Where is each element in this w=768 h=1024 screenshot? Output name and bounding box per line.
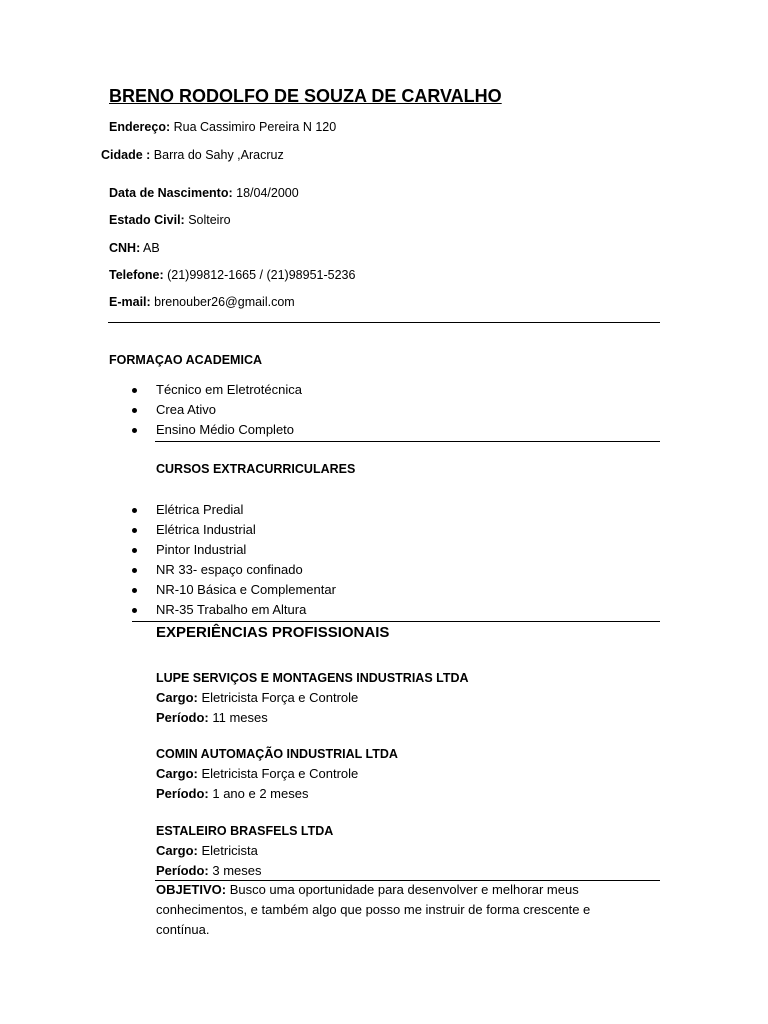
bullet-icon [132, 508, 137, 513]
birth-line [109, 186, 299, 200]
divider-personal [108, 322, 660, 323]
cargo-value: Eletricista Força e Controle [197, 690, 359, 705]
period-label: Período: [156, 863, 209, 878]
list-item: NR-35 Trabalho em Altura [132, 600, 336, 620]
list-item: Técnico em Eletrotécnica [132, 380, 302, 400]
email-label: E-mail: [109, 295, 151, 309]
bullet-icon [132, 568, 137, 573]
education-list [132, 380, 302, 440]
bullet-icon [132, 388, 137, 393]
period-value: 11 meses [208, 710, 268, 725]
address-label: Endereço: [109, 120, 171, 134]
period-value: 1 ano e 2 meses [208, 786, 309, 801]
cargo-value: Eletricista [197, 843, 258, 858]
birth-label: Data de Nascimento: [109, 186, 233, 200]
list-item: NR 33- espaço confinado [132, 560, 336, 580]
objective-paragraph [156, 880, 646, 940]
job-2 [156, 744, 398, 804]
job-3 [156, 821, 333, 881]
civil-status-line [109, 213, 231, 227]
city-value: Barra do Sahy ,Aracruz [150, 148, 284, 162]
job-period-line [156, 861, 333, 881]
courses-list [132, 500, 336, 620]
cargo-label: Cargo: [156, 766, 198, 781]
cnh-value: AB [140, 241, 160, 255]
job-period-line [156, 784, 398, 804]
list-item: Crea Ativo [132, 400, 302, 420]
bullet-icon [132, 548, 137, 553]
job-company: COMIN AUTOMAÇÃO INDUSTRIAL LTDA [156, 747, 398, 761]
job-company: ESTALEIRO BRASFELS LTDA [156, 824, 334, 838]
period-label: Período: [156, 710, 209, 725]
job-period-line [156, 708, 469, 728]
list-item: NR-10 Básica e Complementar [132, 580, 336, 600]
period-label: Período: [156, 786, 209, 801]
courses-title: CURSOS EXTRACURRICULARES [156, 462, 356, 476]
list-item: Elétrica Predial [132, 500, 336, 520]
list-item: Pintor Industrial [132, 540, 336, 560]
address-line [109, 120, 336, 134]
education-title: FORMAÇAO ACADEMICA [109, 353, 262, 367]
bullet-icon [132, 428, 137, 433]
city-line [101, 148, 284, 162]
cnh-label: CNH: [109, 241, 141, 255]
cargo-label: Cargo: [156, 843, 198, 858]
list-item: Elétrica Industrial [132, 520, 336, 540]
job-1 [156, 668, 469, 728]
period-value: 3 meses [208, 863, 262, 878]
civil-status-label: Estado Civil: [109, 213, 185, 227]
list-item: Ensino Médio Completo [132, 420, 302, 440]
phone-line [109, 268, 355, 282]
cnh-line [109, 241, 160, 255]
bullet-icon [132, 588, 137, 593]
bullet-icon [132, 408, 137, 413]
divider-education [155, 441, 660, 442]
address-value: Rua Cassimiro Pereira N 120 [170, 120, 337, 134]
city-label: Cidade : [101, 148, 151, 162]
phone-label: Telefone: [109, 268, 164, 282]
job-cargo-line [156, 841, 333, 861]
objective-text: Busco uma oportunidade para desenvolver e melhorar meus conhecimentos, e também algo que posso me instruir de forma crescente e contínua. [156, 882, 591, 937]
phone-value: (21)99812-1665 / (21)98951-5236 [163, 268, 356, 282]
job-company: LUPE SERVIÇOS E MONTAGENS INDUSTRIAS LTDA [156, 671, 469, 685]
cargo-label: Cargo: [156, 690, 198, 705]
job-cargo-line [156, 764, 398, 784]
candidate-name: BRENO RODOLFO DE SOUZA DE CARVALHO [109, 86, 502, 106]
cargo-value: Eletricista Força e Controle [197, 766, 359, 781]
email-value: brenouber26@gmail.com [150, 295, 295, 309]
bullet-icon [132, 608, 137, 613]
objective-label: OBJETIVO: [156, 882, 227, 897]
civil-status-value: Solteiro [184, 213, 231, 227]
experience-title: EXPERIÊNCIAS PROFISSIONAIS [156, 624, 390, 641]
job-cargo-line [156, 688, 469, 708]
bullet-icon [132, 528, 137, 533]
birth-value: 18/04/2000 [232, 186, 299, 200]
divider-courses [132, 621, 660, 622]
email-line [109, 295, 295, 309]
